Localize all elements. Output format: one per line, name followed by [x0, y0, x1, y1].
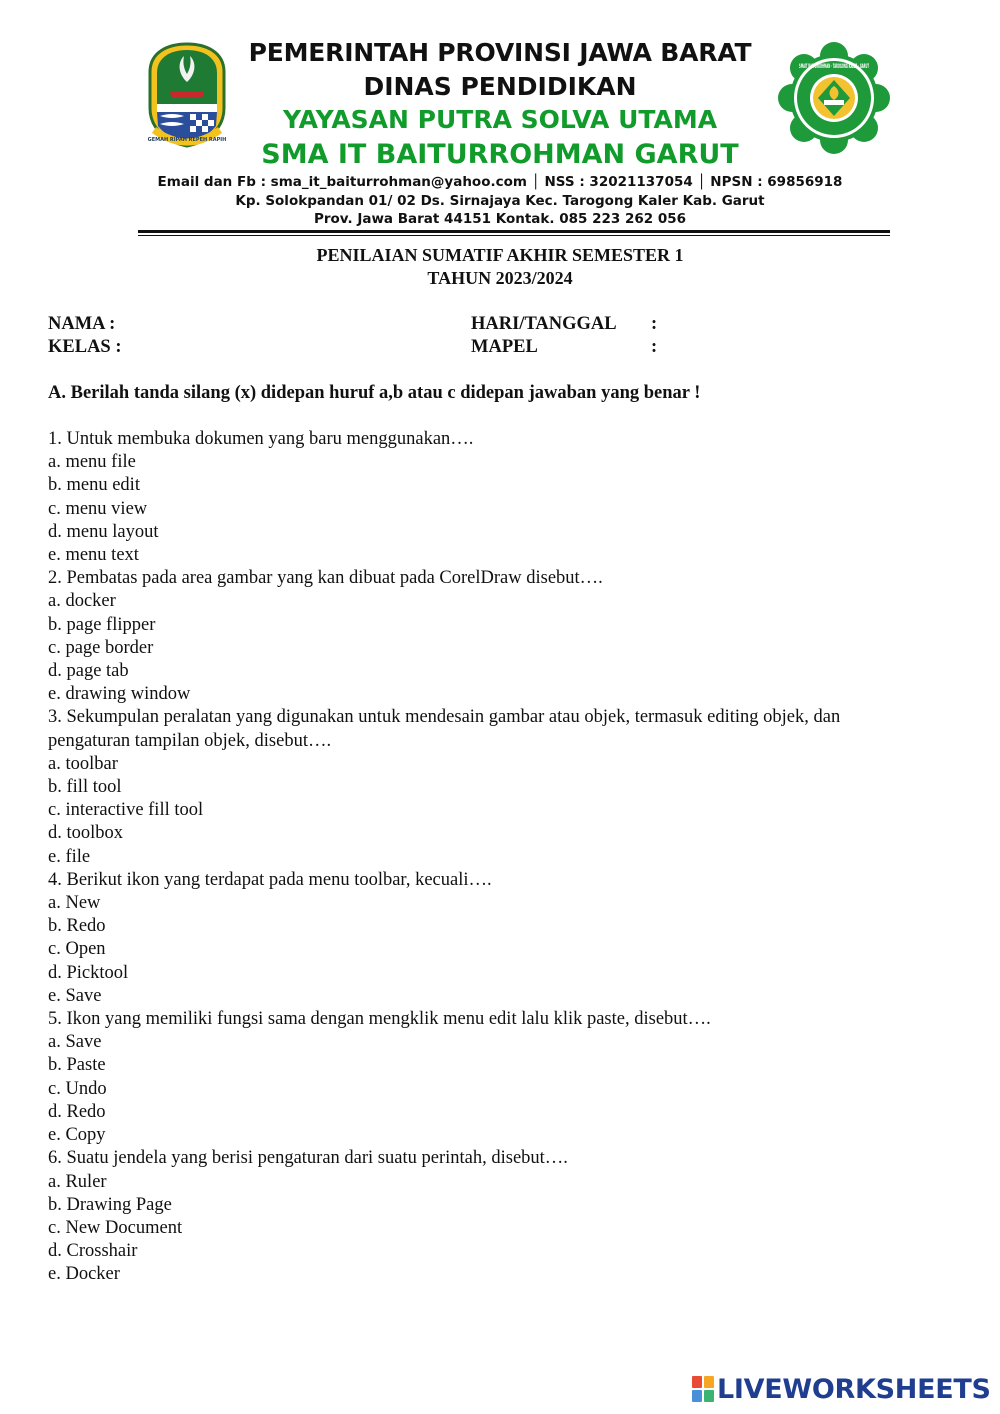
section-a-instruction: A. Berilah tanda silang (x) didepan huruf a,b atau c didepan jawaban yang benar !: [48, 383, 701, 403]
option-1a: a. menu file: [48, 452, 136, 473]
option-4a: a. New: [48, 893, 101, 914]
letterhead-contact: Email dan Fb : sma_it_baiturrohman@yahoo.com │ NSS : 32021137054 │ NPSN : 69856918: [157, 174, 843, 190]
letterhead-school-name: SMA IT BAITURROHMAN GARUT: [261, 139, 739, 170]
option-6c: c. New Document: [48, 1217, 183, 1238]
option-2d: d. page tab: [48, 661, 129, 682]
option-5d: d. Redo: [48, 1101, 106, 1122]
option-4e: e. Save: [48, 985, 102, 1006]
nama-label: NAMA :: [48, 314, 116, 334]
question-3-cont: pengaturan tampilan objek, disebut….: [48, 730, 332, 751]
option-4d: d. Picktool: [48, 962, 129, 983]
letterhead-address: Kp. Solokpandan 01/ 02 Ds. Sirnajaya Kec. Tarogong Kaler Kab. Garut: [235, 193, 765, 209]
question-6: 6. Suatu jendela yang berisi pengaturan dari suatu perintah, disebut….: [48, 1148, 568, 1169]
letterhead-divider: [138, 230, 890, 233]
letterhead: [0, 0, 1000, 240]
option-3c: c. interactive fill tool: [48, 800, 204, 821]
emblem-motto: GEMAH RIPAH REPEH RAPIH: [147, 137, 227, 143]
option-1b: b. menu edit: [48, 475, 140, 496]
option-1d: d. menu layout: [48, 521, 159, 542]
mapel-colon: :: [651, 337, 658, 357]
school-badge-logo: [778, 42, 890, 154]
hari-tanggal-label: HARI/TANGGAL: [471, 314, 617, 334]
letterhead-government: PEMERINTAH PROVINSI JAWA BARAT: [248, 38, 752, 67]
west-java-emblem-logo: [146, 42, 228, 148]
badge-text: SMAIT BAITURROHMAN · TAROGONG KALER · GARUT: [799, 63, 870, 70]
option-5b: b. Paste: [48, 1055, 106, 1076]
question-5: 5. Ikon yang memiliki fungsi sama dengan mengklik menu edit lalu klik paste, disebut….: [48, 1009, 711, 1030]
option-5c: c. Undo: [48, 1078, 107, 1099]
mapel-label: MAPEL: [471, 337, 538, 357]
option-2a: a. docker: [48, 591, 116, 612]
letterhead-divider-thin: [138, 235, 890, 236]
option-2e: e. drawing window: [48, 684, 191, 705]
liveworksheets-watermark[interactable]: [692, 1373, 991, 1405]
option-4b: b. Redo: [48, 916, 106, 937]
option-1c: c. menu view: [48, 498, 148, 519]
option-3b: b. fill tool: [48, 777, 122, 798]
question-list: [48, 428, 928, 1287]
option-3a: a. toolbar: [48, 753, 118, 774]
option-1e: e. menu text: [48, 545, 139, 566]
question-4: 4. Berikut ikon yang terdapat pada menu toolbar, kecuali….: [48, 869, 492, 890]
letterhead-foundation: YAYASAN PUTRA SOLVA UTAMA: [282, 105, 718, 134]
letterhead-department: DINAS PENDIDIKAN: [363, 72, 637, 101]
hari-tanggal-colon: :: [651, 314, 658, 334]
option-5e: e. Copy: [48, 1125, 106, 1146]
question-3: 3. Sekumpulan peralatan yang digunakan untuk mendesain gambar atau objek, termasuk editing objek, dan: [48, 707, 841, 728]
option-2b: b. page flipper: [48, 614, 156, 635]
option-4c: c. Open: [48, 939, 106, 960]
option-3d: d. toolbox: [48, 823, 124, 844]
liveworksheets-logo-icon: [692, 1376, 714, 1402]
option-6e: e. Docker: [48, 1264, 120, 1285]
liveworksheets-wordmark: LIVEWORKSHEETS: [717, 1373, 991, 1405]
exam-year: TAHUN 2023/2024: [427, 268, 573, 288]
question-1: 1. Untuk membuka dokumen yang baru menggunakan….: [48, 429, 474, 449]
option-5a: a. Save: [48, 1032, 102, 1053]
option-6b: b. Drawing Page: [48, 1194, 172, 1215]
option-2c: c. page border: [48, 637, 154, 658]
kelas-label: KELAS :: [48, 337, 122, 357]
letterhead-province: Prov. Jawa Barat 44151 Kontak. 085 223 262 056: [313, 211, 687, 227]
exam-title: PENILAIAN SUMATIF AKHIR SEMESTER 1: [316, 245, 684, 265]
option-6a: a. Ruler: [48, 1171, 107, 1192]
option-3e: e. file: [48, 846, 91, 867]
option-6d: d. Crosshair: [48, 1241, 138, 1262]
question-2: 2. Pembatas pada area gambar yang kan dibuat pada CorelDraw disebut….: [48, 568, 603, 589]
